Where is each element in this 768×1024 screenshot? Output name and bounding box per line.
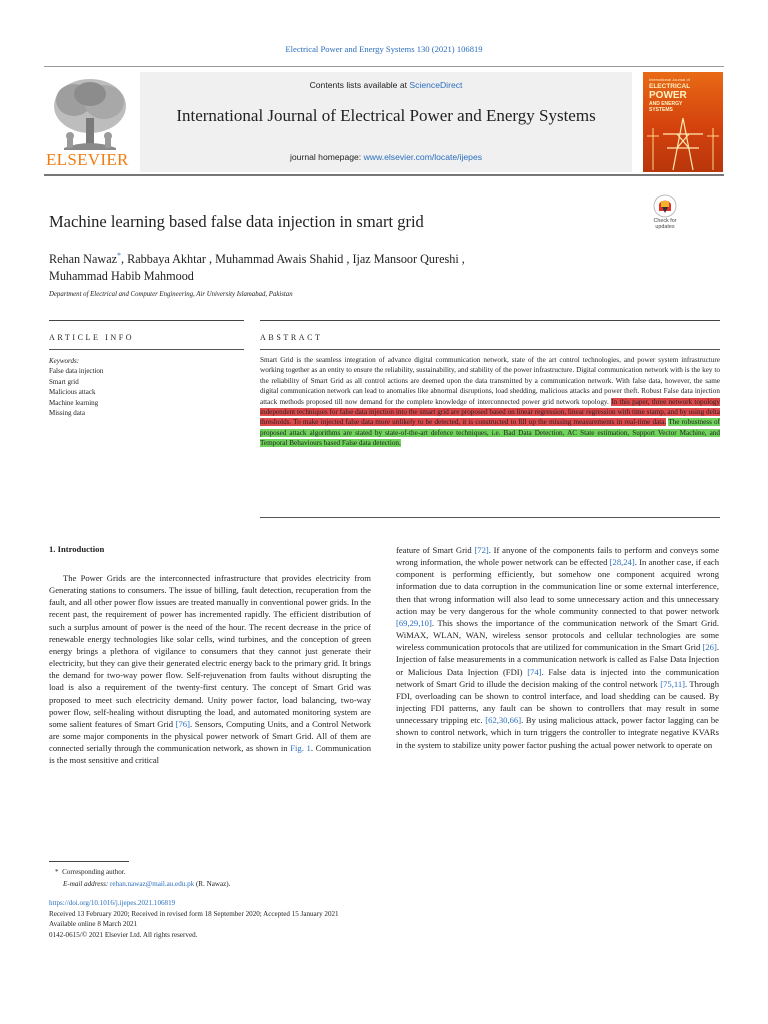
keywords-label: Keywords: <box>49 357 80 365</box>
cover-line-3: POWER <box>649 90 687 101</box>
journal-homepage-link[interactable]: www.elsevier.com/locate/ijepes <box>363 152 483 162</box>
cover-line-2: ELECTRICAL <box>649 83 691 90</box>
article-info-divider <box>49 349 244 350</box>
front-matter <box>49 898 339 940</box>
header-top-rule <box>44 66 724 67</box>
affiliation: Department of Electrical and Computer Engineering, Air University Islamabad, Pakistan <box>49 291 293 298</box>
footnotes <box>49 866 230 890</box>
elsevier-wordmark[interactable]: ELSEVIER <box>46 150 129 169</box>
doi-link[interactable]: https://doi.org/10.1016/j.ijepes.2021.106819 <box>49 899 176 907</box>
copyright: 0142-0615/© 2021 Elsevier Ltd. All rights reserved. <box>49 930 198 939</box>
author-list <box>49 247 629 285</box>
author-names-line-2[interactable]: Muhammad Habib Mahmood <box>49 269 194 284</box>
sciencedirect-link[interactable]: ScienceDirect <box>409 80 463 90</box>
abstract-highlight-red: In this paper, three network topology independent techniques for false data injection into the smart grid are proposed based on linear regression, linear regression with time stamp, and by using delta thresholds. To make injected false data more unlikely to be detected, it is constructed to fill up the missing measurements in real-time data. <box>260 397 720 427</box>
citation-link[interactable]: [26] <box>702 642 717 653</box>
citation-link[interactable]: [76] <box>175 718 190 729</box>
citation-link[interactable]: [28,24] <box>609 557 635 568</box>
power-pylon-icon <box>643 116 723 172</box>
keywords-list <box>49 356 103 418</box>
contents-line: Contents lists available at ScienceDirect <box>309 80 463 90</box>
keyword-item: Machine learning <box>49 398 99 407</box>
header-bottom-rule <box>44 174 724 176</box>
check-for-updates-badge[interactable] <box>645 193 685 233</box>
email-label: E-mail address: <box>63 880 111 888</box>
article-title: Machine learning based false data injection in smart grid <box>49 212 424 231</box>
check-updates-line-2: updates <box>655 224 675 230</box>
cover-line-1: International Journal of <box>649 77 690 82</box>
keyword-item: Malicious attack <box>49 388 96 397</box>
article-info-heading: ARTICLE INFO <box>49 333 135 342</box>
author-name[interactable]: Rehan Nawaz <box>49 252 118 267</box>
citation-link[interactable]: [75,11] <box>660 678 685 689</box>
abstract-divider <box>260 349 720 350</box>
article-info-top-rule <box>49 320 244 321</box>
abstract-heading: ABSTRACT <box>260 333 323 342</box>
body-text-left-column: The Power Grids are the interconnected infrastructure that provides electricity from Generating stations to consumers. The issue of billing, fault detection, recuperation from the fault, and all other power flow issues are treated manually in conventional power grids. In the recent past, the requirement of power has incremented rapidly. The efficient distribution of such a surplus amount of power is the need of the hour. The recent decrease in the price of renewable energy technologies like solar cells, wind turbines, and the conception of green energy brings a plethora of vigilance to consumers that they cannot just generate their electricity, but they can give their generated electric energy back to the primary grid. It brings the demand for two-way power flow. Self-rejuvenation from faults without disrupting the load is also a requirement of the twenty-first century. The concept of Smart Grid was proposed to meet such electricity demand. Unity power factor, load balancing, two-way power flow, self-healing without disrupting the load, and automated monitoring system are some salient features of Smart Grid [76]. Sensors, Computing Units, and a Control Network are some major components in the physical power network of Smart Grid. All of them are connected serially through the communication network, as shown in Fig. 1. Communication is the most sensitive and critical <box>49 573 371 766</box>
check-updates-line-1: Check for <box>653 218 677 224</box>
journal-title: International Journal of Electrical Power and Energy Systems <box>176 106 596 125</box>
abstract-text <box>260 355 720 449</box>
abstract-plain-text: Smart Grid is the seamless integration of advance digital communication network, state of the art control technologies, and power system infrastructure working together as an entity to ensure the reliability, sustainability, and stability of the power infrastructure. Digital communication network with is the key to the reliability of Smart Grid as all control actions are deemed upon the data transmitted by a communication network. With false data, however, the same digital communication network can lead to anomalies like abnormal disruptions, load shedding, malicious attacks and power theft. Robust False data injection attack methods proposed till now demand for the complete knowledge of interconnected power grid network topology. <box>260 356 720 406</box>
figure-link[interactable]: Fig. 1 <box>290 743 311 754</box>
cover-line-5: SYSTEMS <box>649 107 673 113</box>
citation-link[interactable]: [74] <box>527 666 542 677</box>
abstract-highlight-green: The robustness of proposed attack algorithms are stated by state-of-the-art defence techniques, i.e. Bad Data Detection, AC State estimation, Support Vector Machine, and Temporal Behaviours based False data detection. <box>260 418 720 448</box>
received-dates: Received 13 February 2020; Received in revised form 18 September 2020; Accepted 15 January 2021 <box>49 909 339 918</box>
citation-link[interactable]: [62,30,66] <box>485 715 522 726</box>
available-online: Available online 8 March 2021 <box>49 920 138 928</box>
journal-cover-image[interactable] <box>643 72 723 172</box>
email-suffix: (R. Nawaz). <box>194 880 231 888</box>
footnote-rule <box>49 861 129 862</box>
abstract-top-rule <box>260 320 720 321</box>
section-heading-introduction: 1. Introduction <box>49 544 105 554</box>
corresponding-author-note: Corresponding author. <box>62 868 126 876</box>
author-names[interactable]: , Rabbaya Akhtar , Muhammad Awais Shahid , Ijaz Mansoor Qureshi , <box>121 252 465 267</box>
citation-link[interactable]: [72] <box>474 545 489 555</box>
body-text-right-column: feature of Smart Grid [72]. If anyone of the components fails to perform and conveys some wrong information, the whole power network can be effected [28,24]. In another case, if each component is performing efficiently, but somehow one component acquired wrong information due to data corruption in the communication line or some external interference, then that wrong information will also lead to some unnecessary action and this unnecessary action may be very dangerous for the whole community connected to that power network [69,29,10]. This shows the importance of the communication network of the Smart Grid. WiMAX, WLAN, WAN, wireless sensor protocols and cellular technologies are some wireless communication protocols that are utilized for communication in the Smart Grid [26]. Injection of false measurements in a communication network is called as False Data Injection or Malicious Data Injection (FDI) [74]. False data is injected into the communication network of Smart Grid to illude the decision making of the control network [75,11]. Through FDI, overloading can be shown to control interface, and load shedding can be caused. By injecting FDI patterns, any fault can be shown to controllers that may result in some unnecessary tripping etc. [62,30,66]. By using malicious attack, power factor lagging can be shown to control network, which in turn triggers the controller to integrate negative KVARs in the system to stabilize unity power factor pushing the actual power network to operate on <box>396 545 720 750</box>
journal-homepage-line: journal homepage: www.elsevier.com/locate/ijepes <box>289 152 483 162</box>
corresponding-author-mark[interactable]: * <box>117 251 122 260</box>
citation-link[interactable]: [69,29,10] <box>396 617 432 628</box>
footnote-mark: * <box>55 868 59 876</box>
check-for-updates-icon <box>645 193 685 219</box>
keyword-item: Smart grid <box>49 377 79 386</box>
keyword-item: False data injection <box>49 367 104 376</box>
email-link[interactable]: rehan.nawaz@mail.au.edu.pk <box>110 880 195 888</box>
abstract-bottom-rule <box>260 517 720 518</box>
keyword-item: Missing data <box>49 409 85 418</box>
cover-line-4: AND ENERGY <box>649 101 683 107</box>
running-head[interactable]: Electrical Power and Energy Systems 130 (2021) 106819 <box>285 44 483 54</box>
